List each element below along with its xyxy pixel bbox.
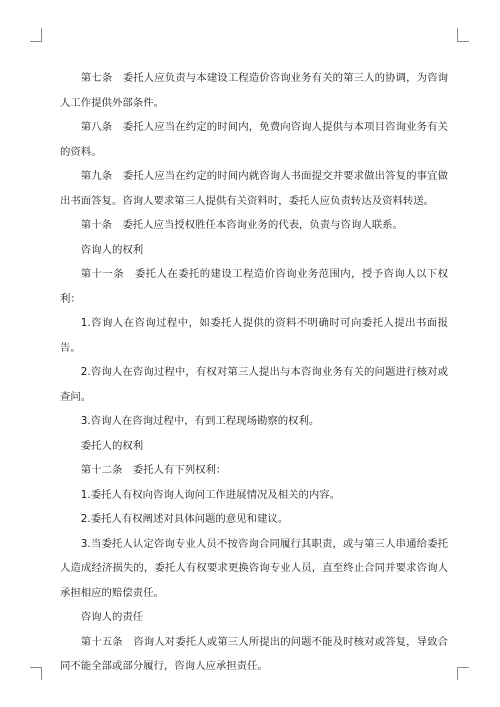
article-12-item-3: 3.当委托人认定咨询专业人员不按咨询合同履行其职责，或与第三人串通给委托人造成经济损失的，委托人有权要求更换咨询专业人员，直至终止合同并要求咨询人承担相应的赔偿责任。	[60, 537, 448, 599]
crop-mark-top-left-vertical	[41, 28, 42, 41]
article-11: 第十一条 委托人在委托的建设工程造价咨询业务范围内，授予咨询人以下权利：	[60, 268, 448, 305]
article-7: 第七条 委托人应负责与本建设工程造价咨询业务有关的第三人的协调，为咨询人工作提供外部条件。	[60, 72, 448, 109]
article-9: 第九条 委托人应当在约定的时间内就咨询人书面提交并要求做出答复的事宜做出书面答复。咨询人要求第三人提供有关资料时，委托人应负责转达及资料转送。	[60, 170, 448, 207]
section-heading-consultant-rights: 咨询人的权利	[80, 243, 144, 256]
article-11-item-2: 2.咨询人在咨询过程中，有权对第三人提出与本咨询业务有关的问题进行核对或查问。	[60, 366, 448, 403]
article-12-item-1: 1.委托人有权向咨询人询问工作进展情况及相关的内容。	[80, 488, 341, 501]
crop-mark-bottom-right-horizontal	[457, 667, 469, 668]
article-11-item-3: 3.咨询人在咨询过程中，有到工程现场勘察的权利。	[80, 415, 320, 427]
article-12-item-2: 2.委托人有权阐述对具体问题的意见和建议。	[80, 513, 289, 525]
crop-mark-top-left-horizontal	[30, 41, 42, 42]
section-heading-consultant-duty: 咨询人的责任	[80, 611, 144, 623]
document-body	[60, 66, 448, 679]
article-15: 第十五条 咨询人对委托人或第三人所提出的问题不能及时核对或答复，导致合同不能全部或部分履行，咨询人应承担责任。	[60, 635, 448, 672]
crop-mark-bottom-left-vertical	[41, 667, 42, 680]
article-11-item-1: 1.咨询人在咨询过程中，如委托人提供的资料不明确时可向委托人提出书面报告。	[60, 317, 448, 354]
article-12: 第十二条 委托人有下列权利：	[80, 464, 227, 476]
crop-mark-bottom-right-vertical	[457, 667, 458, 680]
crop-mark-top-right-vertical	[457, 28, 458, 41]
article-8: 第八条 委托人应当在约定的时间内，免费向咨询人提供与本项目咨询业务有关的资料。	[60, 121, 448, 158]
section-heading-client-rights: 委托人的权利	[80, 439, 144, 452]
article-10: 第十条 委托人应当授权胜任本咨询业务的代表，负责与咨询人联系。	[80, 219, 403, 231]
crop-mark-top-right-horizontal	[457, 41, 469, 42]
